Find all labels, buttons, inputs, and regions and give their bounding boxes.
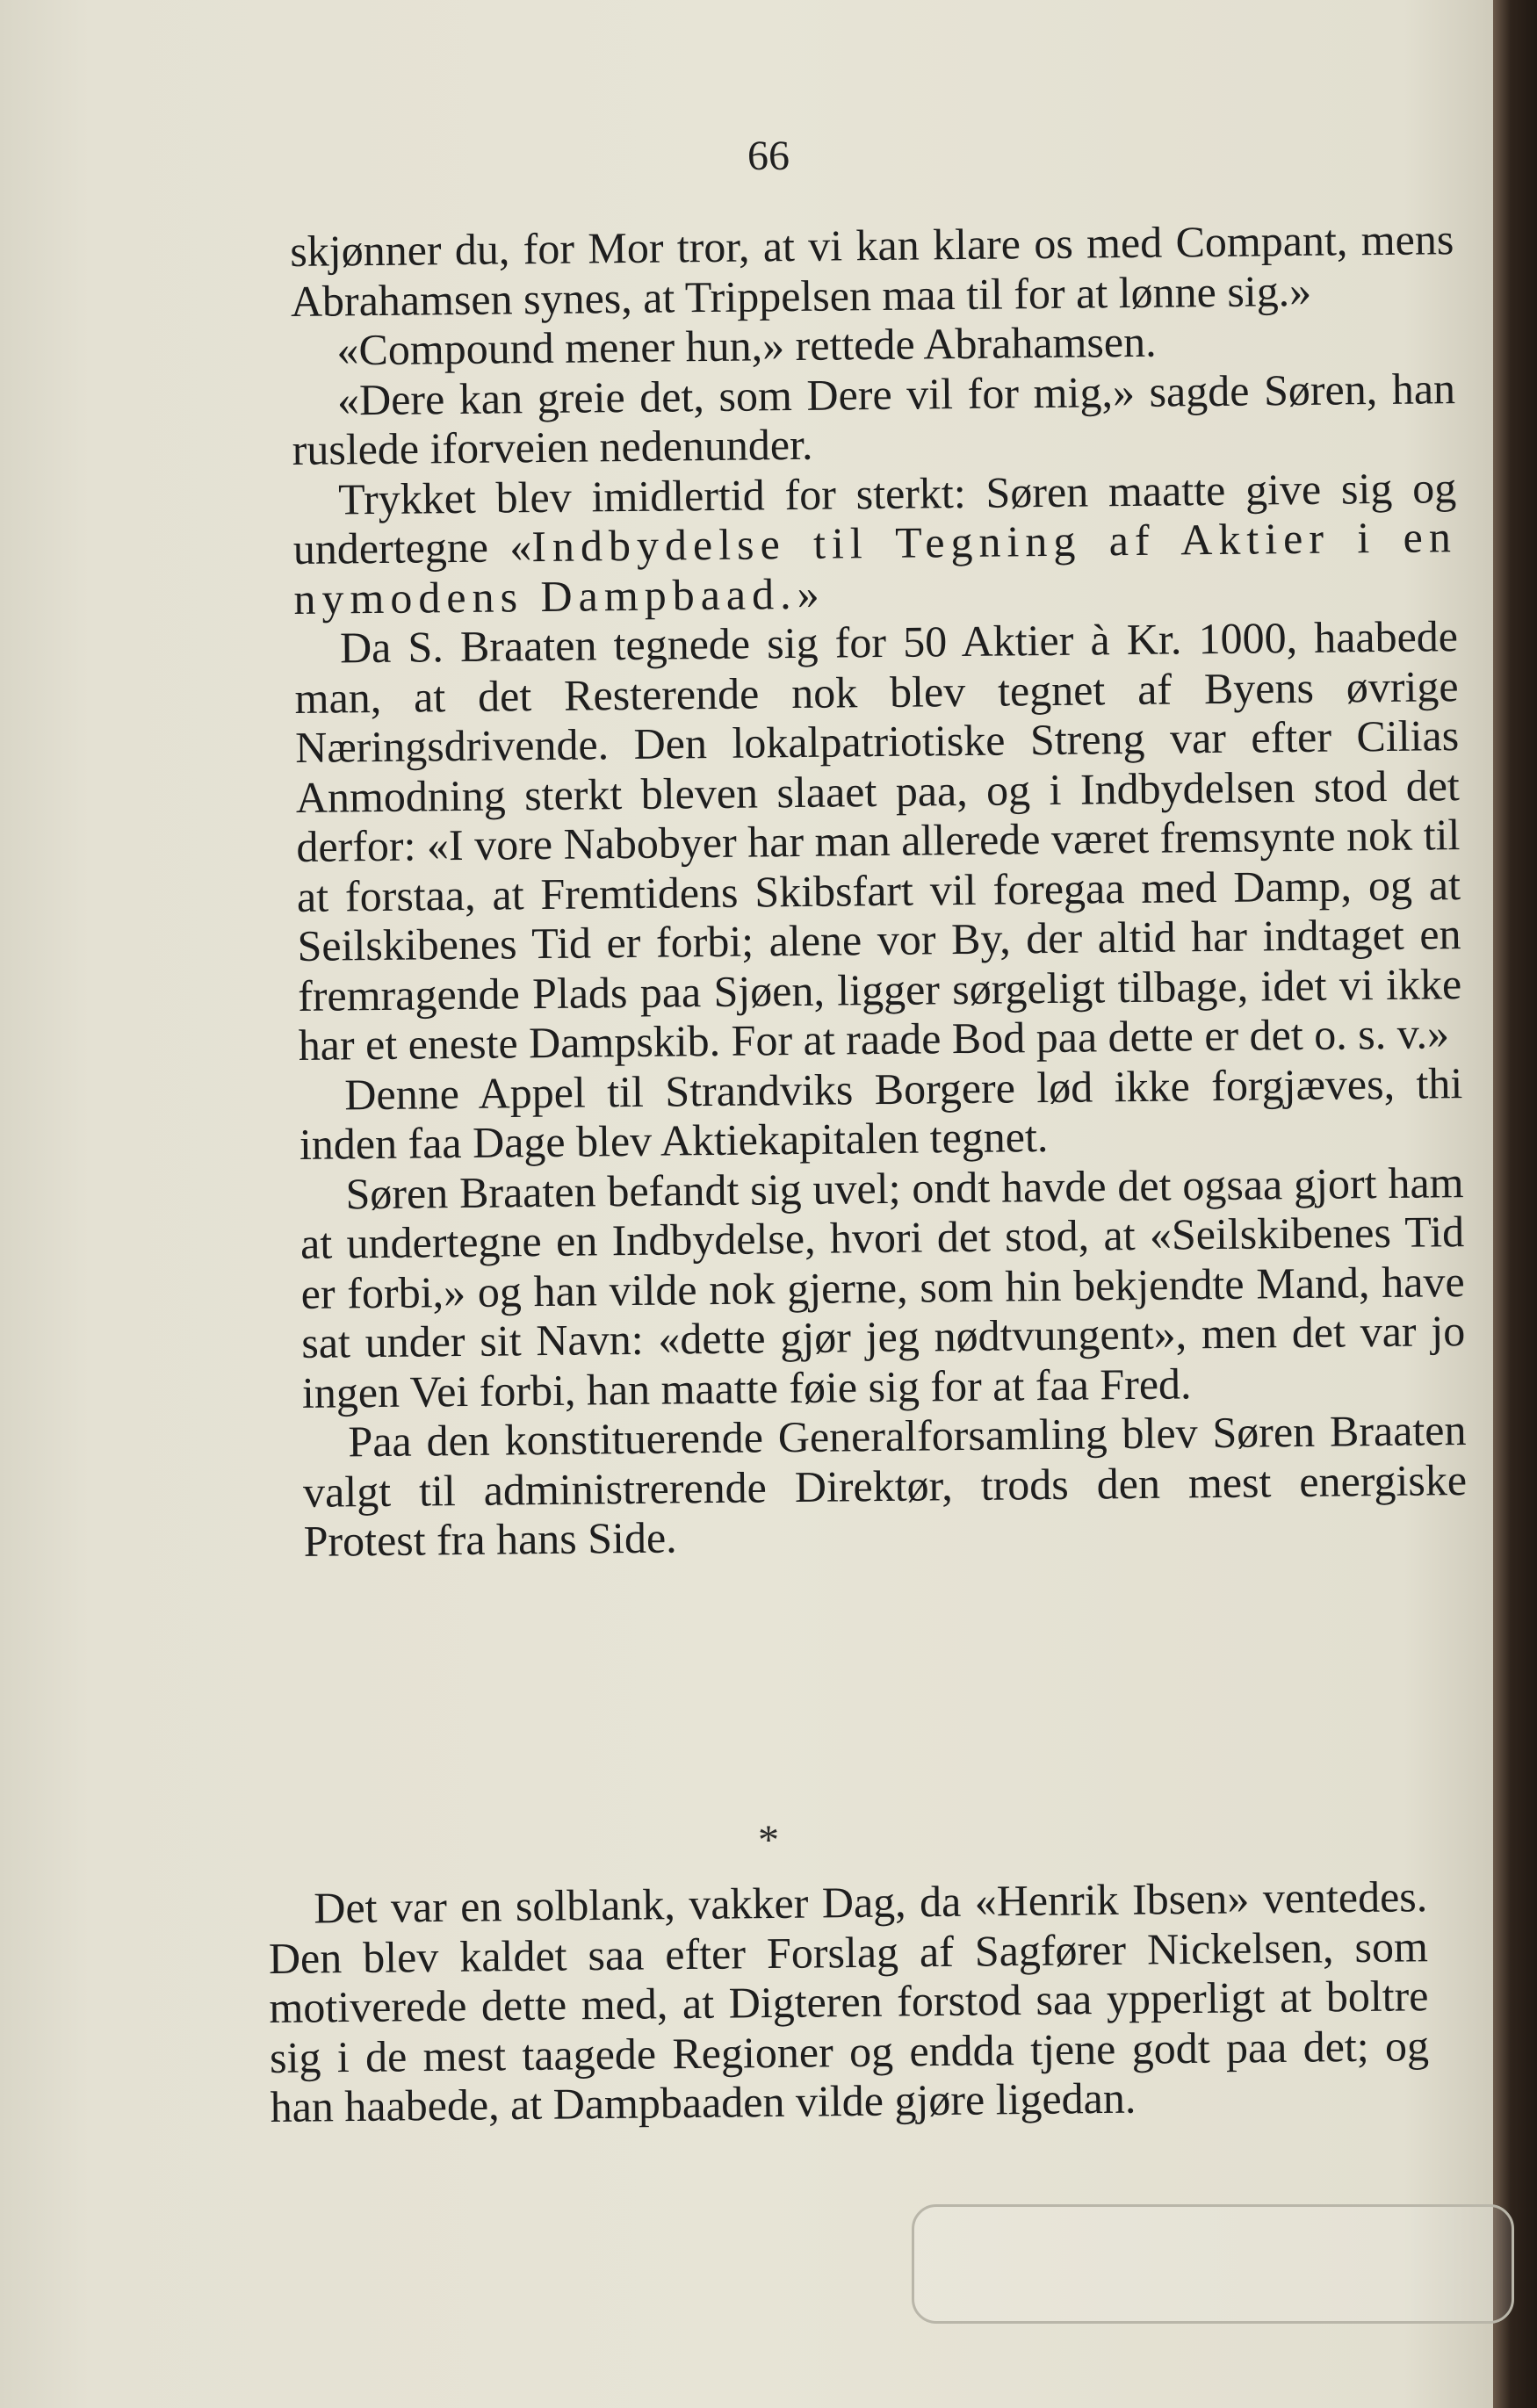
section-separator: * <box>758 1817 779 1864</box>
paragraph: «Dere kan greie det, som Dere vil for mig,» sagde Søren, han ruslede iforveien nedenunder. <box>292 363 1456 474</box>
body-text <box>290 214 1468 1566</box>
paragraph: Paa den konstituerende Generalforsamling blev Søren Braaten valgt til administrerende Direktør, trods den mest energiske Protest fra hans Side. <box>302 1405 1468 1566</box>
trykket-after: » <box>797 568 819 618</box>
book-edge <box>1493 0 1537 2408</box>
trykket-spaced-title: Indbydelse til Tegning af Aktier i en nymodens Dampbaad. <box>293 512 1458 624</box>
trykket-before: Trykket blev imidlertid for sterkt: Søren maatte give sig og undertegne « <box>292 462 1457 573</box>
page-number: 66 <box>747 133 790 179</box>
paragraph: Da S. Braaten tegnede sig for 50 Aktier à Kr. 1000, haabede man, at det Resterende nok blev tegnet af Byens øvrige Næringsdrivende. Den lokalpatriotiske Streng var efter Cilias Anmodning sterkt bleven slaaet paa, og i Indbydelsen stod det derfor: «I vore Nabobyer har man allerede været fremsynte nok til at forstaa, at Fremtidens Skibsfart vil foregaa med Damp, og at Seilskibenes Tid er forbi; alene vor By, der altid har indtaget en fremragende Plads paa Sjøen, ligger sørgeligt tilbage, idet vi ikke har et eneste Dampskib. For at raade Bod paa dette er det o. s. v.» <box>294 611 1462 1070</box>
paragraph: skjønner du, for Mor tror, at vi kan klare os med Compant, mens Abrahamsen synes, at Trippelsen maa til for at lønne sig.» <box>290 214 1454 326</box>
paragraph-trykket <box>292 463 1458 624</box>
paragraph: Søren Braaten befandt sig uvel; ondt havde det ogsaa gjort ham at undertegne en Indbydelse, hvori det stod, at «Seilskibenes Tid er forbi,» og han vilde nok gjerne, som hin bekjendte Mand, have sat under sit Navn: «dette gjør jeg nødtvungent», men det var jo ingen Vei forbi, han maatte føie sig for at faa Fred. <box>299 1157 1466 1417</box>
body-text-continued <box>268 1871 1430 2131</box>
paragraph: Denne Appel til Strandviks Borgere lød ikke forgjæves, thi inden faa Dage blev Aktiekapitalen tegnet. <box>299 1057 1463 1169</box>
paragraph: «Compound mener hun,» rettede Abrahamsen. <box>336 316 1157 375</box>
paragraph: Det var en solblank, vakker Dag, da «Henrik Ibsen» ventedes. Den blev kaldet saa efter Forslag af Sagfører Nickelsen, som motiverede dette med, at Digteren forstod saa ypperligt at boltre sig i de mest taagede Regioner og endda tjene godt paa det; og han haabede, at Dampbaaden vilde gjøre ligedan. <box>268 1871 1430 2131</box>
library-stamp <box>912 2204 1514 2324</box>
